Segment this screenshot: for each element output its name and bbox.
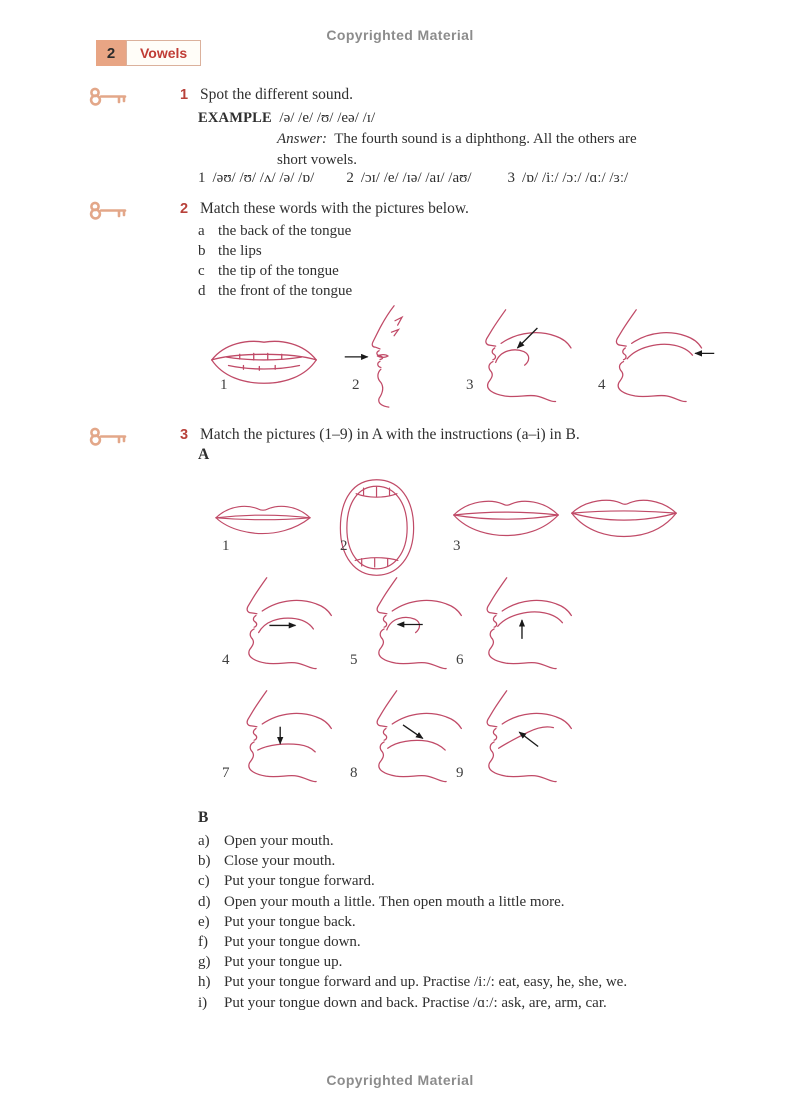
- exercise2-figure-4-number: 4: [598, 377, 606, 393]
- exercise3-figure-7-number: 7: [222, 765, 230, 781]
- instruction-b-text: Close your mouth.: [224, 853, 336, 870]
- unit-title: Vowels: [126, 40, 201, 66]
- instruction-h-text: Put your tongue forward and up. Practise /iː/: eat, easy, he, she, we.: [224, 974, 628, 991]
- section-a-label: A: [198, 446, 210, 463]
- exercise3-figure-2-number: 2: [340, 538, 348, 554]
- exercise3-figure-8-number: 8: [350, 765, 358, 781]
- instruction-g: [198, 952, 758, 972]
- profile-tongue-arrow-down-back-figure: [340, 689, 466, 786]
- exercise2-title: Match these words with the pictures below.: [200, 200, 469, 217]
- example-sounds: /ə/ /e/ /ʊ/ /eə/ /ɪ/: [279, 110, 376, 126]
- instruction-f-label: f): [198, 934, 208, 951]
- key-icon: [88, 201, 130, 221]
- copyright-notice-bottom: Copyrighted Material: [326, 1072, 474, 1088]
- mouth-wide-open-figure: [332, 477, 422, 579]
- instruction-c-text: Put your tongue forward.: [224, 873, 375, 890]
- exercise1-example: [198, 108, 728, 171]
- exercise2-figure-2-number: 2: [352, 377, 360, 393]
- option-a-label: a: [198, 223, 205, 239]
- lips-slightly-open-figure: [450, 487, 562, 543]
- exercise3-figure-4-number: 4: [222, 652, 230, 668]
- exercise2-figure-1-number: 1: [220, 377, 228, 393]
- sound-item-1: [198, 170, 314, 187]
- exercise3-figure-6-number: 6: [456, 652, 464, 668]
- instruction-b: [198, 851, 758, 871]
- instruction-c-label: c): [198, 873, 210, 890]
- sound-item-3-sounds: /ɒ/ /iː/ /ɔː/ /ɑː/ /ɜː/: [522, 170, 629, 186]
- exercise1-items: [198, 170, 628, 187]
- example-answer-line1: [198, 129, 728, 150]
- sound-item-3-number: 3: [507, 170, 516, 186]
- instruction-e-label: e): [198, 913, 210, 930]
- instruction-h: [198, 972, 758, 992]
- answer-label: Answer:: [277, 131, 327, 147]
- instruction-d-label: d): [198, 893, 211, 910]
- exercise2-header: [180, 200, 469, 218]
- exercise3-title: Match the pictures (1–9) in A with the instructions (a–i) in B.: [200, 426, 580, 443]
- unit-number-badge: 2: [96, 40, 126, 66]
- sound-item-2: [346, 170, 471, 187]
- option-b: [198, 241, 352, 261]
- option-c-label: c: [198, 263, 205, 279]
- option-a-text: the back of the tongue: [218, 223, 352, 239]
- instruction-i-label: i): [198, 994, 208, 1011]
- option-b-text: the lips: [218, 243, 262, 259]
- option-d: [198, 281, 352, 301]
- exercise1-number: 1: [180, 87, 189, 103]
- instruction-e-text: Put your tongue back.: [224, 913, 356, 930]
- lips-more-open-figure: [568, 487, 680, 543]
- instruction-f-text: Put your tongue down.: [224, 934, 361, 951]
- instruction-g-label: g): [198, 954, 211, 971]
- exercise1-header: [180, 86, 353, 104]
- profile-tongue-arrow-forward-figure: [340, 576, 466, 673]
- instruction-d: [198, 892, 758, 912]
- profile-tongue-arrow-up-back-figure: [450, 689, 576, 786]
- exercise3-figure-9-number: 9: [456, 765, 464, 781]
- instruction-e: [198, 912, 758, 932]
- key-icon: [88, 87, 130, 107]
- key-icon: [88, 427, 130, 447]
- instruction-list: [198, 831, 758, 1013]
- option-b-label: b: [198, 243, 206, 259]
- example-answer-line2: short vowels.: [277, 152, 357, 168]
- lips-closed-figure: [212, 494, 314, 538]
- option-c-text: the tip of the tongue: [218, 263, 339, 279]
- example-label: EXAMPLE: [198, 110, 272, 126]
- exercise3-figure-1-number: 1: [222, 538, 230, 554]
- sound-item-2-sounds: /ɔɪ/ /e/ /ɪə/ /aɪ/ /aʊ/: [360, 170, 472, 186]
- option-c: [198, 261, 352, 281]
- option-a: [198, 221, 352, 241]
- exercise3-figure-5-number: 5: [350, 652, 358, 668]
- exercise2-options: [198, 221, 352, 301]
- profile-tongue-arrow-up-figure: [450, 576, 576, 673]
- answer-text: The fourth sound is a diphthong. All the others are: [334, 131, 637, 147]
- exercise3-header: [180, 426, 580, 444]
- instruction-g-text: Put your tongue up.: [224, 954, 343, 971]
- section-b-label: B: [198, 809, 209, 826]
- instruction-f: [198, 932, 758, 952]
- instruction-a: [198, 831, 758, 851]
- sound-item-1-number: 1: [198, 170, 206, 186]
- instruction-a-label: a): [198, 833, 210, 849]
- instruction-c: [198, 871, 758, 891]
- instruction-i: [198, 993, 758, 1013]
- sound-item-3: [508, 170, 629, 187]
- exercise3-number: 3: [180, 427, 189, 443]
- option-d-text: the front of the tongue: [218, 283, 353, 299]
- exercise2-figure-3-number: 3: [466, 377, 474, 393]
- exercise3-figure-3-number: 3: [453, 538, 461, 554]
- instruction-d-text: Open your mouth a little. Then open mouth a little more.: [224, 893, 565, 910]
- example-line: [198, 108, 728, 129]
- copyright-notice-top: Copyrighted Material: [326, 27, 474, 43]
- option-d-label: d: [198, 283, 206, 299]
- sound-item-1-sounds: /əʊ/ /ʊ/ /ʌ/ /ə/ /ɒ/: [212, 170, 315, 186]
- instruction-i-text: Put your tongue down and back. Practise /ɑː/: ask, are, arm, car.: [224, 994, 607, 1011]
- exercise1-title: Spot the different sound.: [200, 86, 353, 103]
- unit-header: [96, 40, 201, 66]
- exercise2-number: 2: [180, 201, 189, 217]
- sound-item-2-number: 2: [346, 170, 354, 186]
- instruction-b-label: b): [198, 853, 211, 870]
- instruction-a-text: Open your mouth.: [224, 833, 334, 849]
- instruction-h-label: h): [198, 974, 211, 991]
